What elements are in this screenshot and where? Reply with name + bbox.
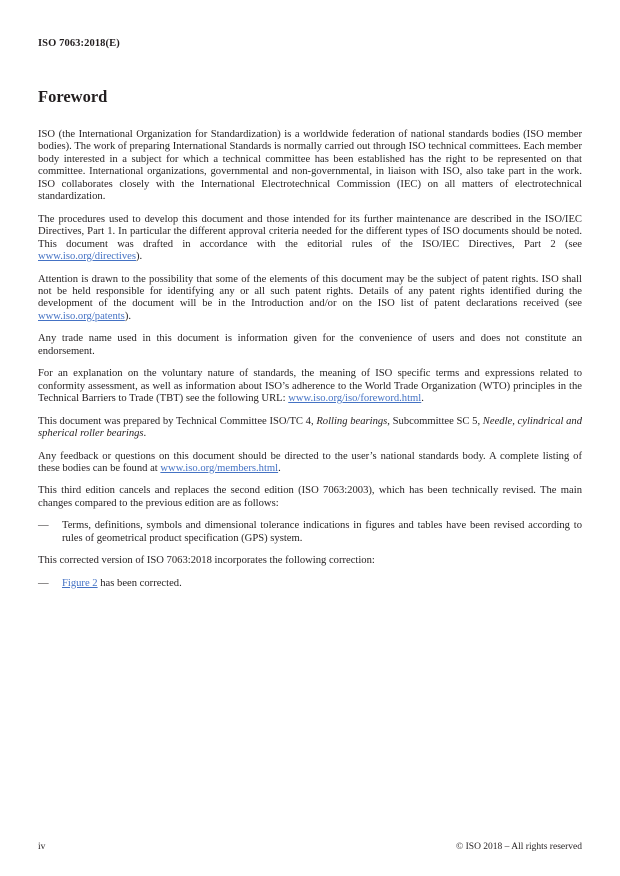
page-number: iv <box>38 842 46 852</box>
paragraph: This document was prepared by Technical Committee ISO/TC 4, Rolling bearings, Subcommittee SC 5, Needle, cylindrical and spherical roller bearings. <box>38 415 583 440</box>
paragraph: For an explanation on the voluntary nature of standards, the meaning of ISO specific terms and expressions related to conformity assessment, as well as information about ISO’s adherence to the World Trade Organization (WTO) principles in the Technical Barriers to Trade (TBT) see the following URL: www.iso.org/iso/foreword.html. <box>38 368 582 405</box>
page-title: Foreword <box>38 87 108 106</box>
bullet-item <box>38 578 582 590</box>
link-www-iso-org-patents[interactable]: www.iso.org/patents <box>38 310 125 322</box>
page-footer <box>38 842 582 852</box>
paragraph: The procedures used to develop this document and those intended for its further maintenance are described in the ISO/IEC Directives, Part 1. In particular the different approval criteria needed for the different types of ISO documents should be noted. This document was drafted in accordance with the editorial rules of the ISO/IEC Directives, Part 2 (see www.iso.org/directives). <box>38 213 582 263</box>
bullet-dash: — <box>38 577 49 589</box>
paragraph: This corrected version of ISO 7063:2018 incorporates the following correction: <box>38 555 375 567</box>
link-www-iso-org-directives[interactable]: www.iso.org/directives <box>38 251 136 263</box>
bullet-dash: — <box>38 520 49 532</box>
paragraph: This third edition cancels and replaces the second edition (ISO 7063:2003), which has been technically revised. The main changes compared to the previous edition are as follows: <box>38 485 582 509</box>
paragraph: Any feedback or questions on this document should be directed to the user’s national standards body. A complete listing of these bodies can be found at www.iso.org/members.html. <box>38 450 582 474</box>
link-figure-2[interactable]: Figure 2 <box>62 577 98 589</box>
paragraph: Any trade name used in this document is information given for the convenience of users and does not constitute an endorsement. <box>38 333 582 357</box>
paragraph: Attention is drawn to the possibility that some of the elements of this document may be the subject of patent rights. ISO shall not be held responsible for identifying any or all such patent rights. Details of any patent rights identified during the development of the document will be in the Introduction and/or on the ISO list of patent declarations received (see www.iso.org/patents). <box>38 273 582 322</box>
document-reference: ISO 7063:2018(E) <box>38 38 120 49</box>
copyright-notice: © ISO 2018 – All rights reserved <box>456 842 582 852</box>
italic-text: Needle, cylindrical and spherical roller bearings <box>38 415 583 440</box>
link-www-iso-org-iso-foreword-html[interactable]: www.iso.org/iso/foreword.html <box>288 393 422 405</box>
document-body <box>38 129 582 590</box>
bullet-item <box>38 520 582 545</box>
paragraph: ISO (the International Organization for Standardization) is a worldwide federation of national standards bodies (ISO member bodies). The work of preparing International Standards is normally carried out through ISO technical committees. Each member body interested in a subject for which a technical committee has been established has the right to be represented on that committee. International organizations, governmental and non-governmental, in liaison with ISO, also take part in the work. ISO collaborates closely with the International Electrotechnical Commission (IEC) on all matters of electrotechnical standardization. <box>38 129 582 203</box>
bullet-text: Figure 2 has been corrected. <box>62 577 182 589</box>
italic-text: Rolling bearings <box>316 415 388 427</box>
link-www-iso-org-members-html[interactable]: www.iso.org/members.html <box>160 462 279 474</box>
bullet-text: Terms, definitions, symbols and dimensional tolerance indications in figures and tables have been revised according to rules of geometrical product specification (GPS) system. <box>62 520 582 544</box>
